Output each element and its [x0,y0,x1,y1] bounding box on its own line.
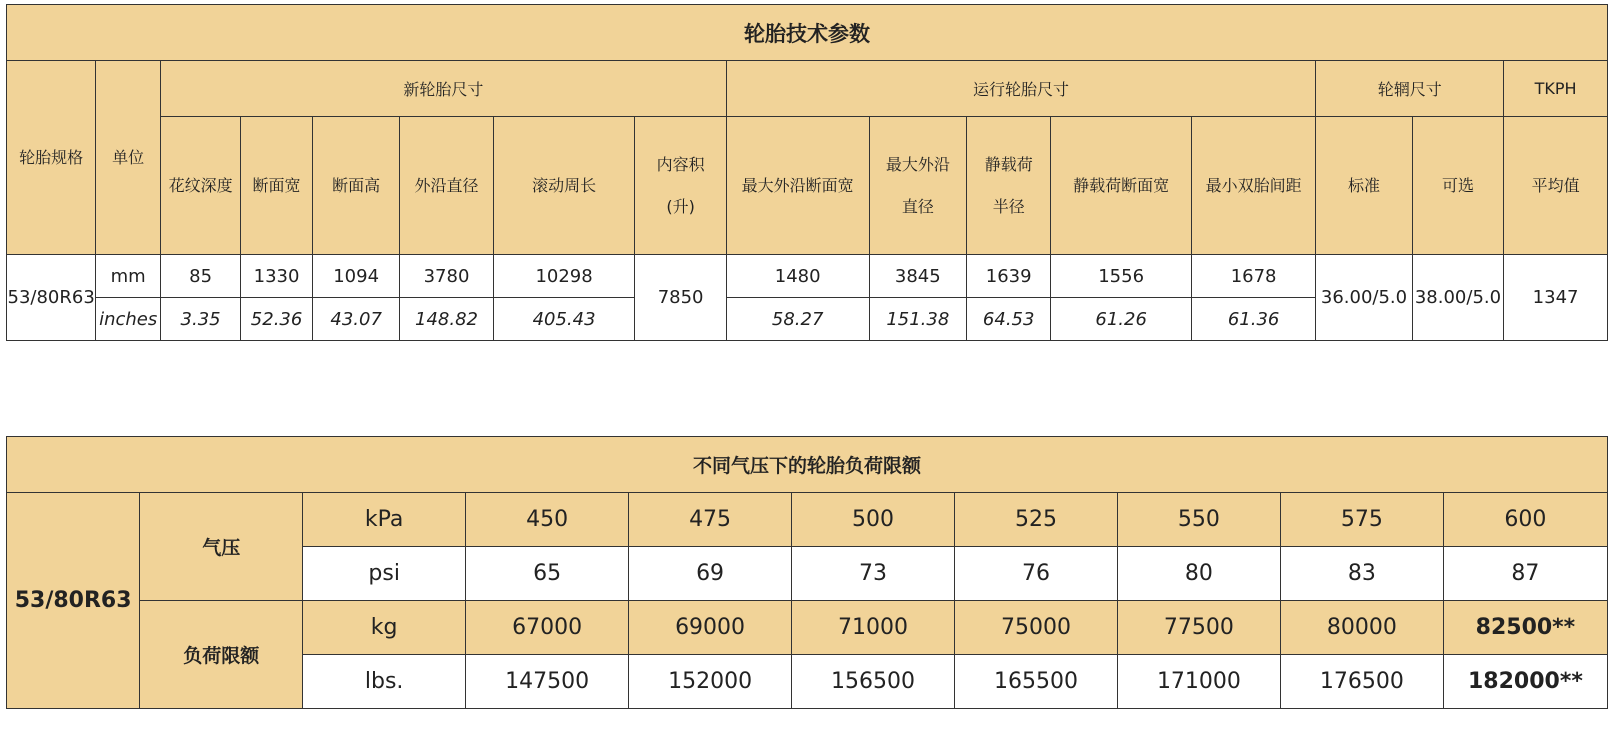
cell-min-dual-in: 61.36 [1191,298,1315,341]
header-rim-standard: 标准 [1316,117,1413,255]
header-unit: 单位 [96,61,161,255]
group-running-tire: 运行轮胎尺寸 [726,61,1315,117]
header-volume [635,117,726,255]
kg-cell: 75000 [955,601,1118,655]
cell-max-outer-in: 151.38 [869,298,967,341]
header-section-height: 断面高 [313,117,400,255]
kg-cell: 80000 [1280,601,1443,655]
header-max-outer-line2: 直径 [901,196,934,216]
header-rim-optional: 可选 [1412,117,1503,255]
cell-section-height-mm: 1094 [313,255,400,298]
kg-cell: 67000 [466,601,629,655]
load-table-title: 不同气压下的轮胎负荷限额 [7,437,1608,493]
cell-static-width-in: 61.26 [1051,298,1192,341]
psi-cell: 65 [466,547,629,601]
header-outer-diameter: 外沿直径 [400,117,493,255]
psi-cell: 83 [1280,547,1443,601]
cell-outer-diameter-in: 148.82 [400,298,493,341]
cell-volume: 7850 [635,255,726,341]
header-tkph-average: 平均值 [1504,117,1608,255]
tire-spec-table [6,4,1608,341]
header-volume-line1: 内容积 [656,154,705,174]
psi-cell: 73 [792,547,955,601]
psi-cell: 69 [629,547,792,601]
cell-section-width-mm: 1330 [241,255,313,298]
header-section-width: 断面宽 [241,117,313,255]
header-rolling-circumference: 滚动周长 [493,117,635,255]
lbs-cell: 176500 [1280,655,1443,709]
cell-static-radius-in: 64.53 [967,298,1051,341]
kg-cell: 77500 [1117,601,1280,655]
kg-cell: 69000 [629,601,792,655]
header-volume-line2: (升) [666,196,695,216]
psi-cell: 80 [1117,547,1280,601]
group-new-tire: 新轮胎尺寸 [161,61,727,117]
group-rim: 轮辋尺寸 [1316,61,1504,117]
cell-rim-optional: 38.00/5.0 [1412,255,1503,341]
group-tkph: TKPH [1504,61,1608,117]
load-limit-table [6,436,1608,709]
cell-max-outer-mm: 3845 [869,255,967,298]
kg-cell: 82500** [1443,601,1607,655]
unit-kg: kg [303,601,466,655]
header-static-radius-line2: 半径 [992,196,1025,216]
lbs-cell: 152000 [629,655,792,709]
cell-static-radius-mm: 1639 [967,255,1051,298]
lbs-cell: 156500 [792,655,955,709]
kpa-cell: 575 [1280,493,1443,547]
psi-cell: 76 [955,547,1118,601]
lbs-cell: 165500 [955,655,1118,709]
lbs-cell: 182000** [1443,655,1607,709]
header-tread-depth: 花纹深度 [161,117,241,255]
cell-unit-inches: inches [96,298,161,341]
header-max-section-width: 最大外沿断面宽 [726,117,869,255]
header-static-radius-line1: 静载荷 [984,154,1033,174]
pressure-label: 气压 [140,493,303,601]
kpa-cell: 500 [792,493,955,547]
cell-tkph: 1347 [1504,255,1608,341]
load-spec-cell: 53/80R63 [7,493,140,709]
load-limit-label: 负荷限额 [140,601,303,709]
header-min-dual-spacing: 最小双胎间距 [1191,117,1315,255]
lbs-cell: 171000 [1117,655,1280,709]
cell-spec: 53/80R63 [7,255,96,341]
header-max-outer-line1: 最大外沿 [885,154,950,174]
kg-cell: 71000 [792,601,955,655]
psi-cell: 87 [1443,547,1607,601]
cell-tread-depth-mm: 85 [161,255,241,298]
cell-rolling-circ-mm: 10298 [493,255,635,298]
unit-psi: psi [303,547,466,601]
cell-static-width-mm: 1556 [1051,255,1192,298]
kpa-cell: 475 [629,493,792,547]
unit-kpa: kPa [303,493,466,547]
cell-max-section-width-in: 58.27 [726,298,869,341]
cell-max-section-width-mm: 1480 [726,255,869,298]
header-max-outer-diameter [869,117,967,255]
header-spec: 轮胎规格 [7,61,96,255]
cell-rolling-circ-in: 405.43 [493,298,635,341]
lbs-cell: 147500 [466,655,629,709]
kpa-cell: 600 [1443,493,1607,547]
cell-section-width-in: 52.36 [241,298,313,341]
header-static-radius [967,117,1051,255]
cell-unit-mm: mm [96,255,161,298]
cell-tread-depth-in: 3.35 [161,298,241,341]
header-static-section-width: 静载荷断面宽 [1051,117,1192,255]
unit-lbs: lbs. [303,655,466,709]
kpa-cell: 525 [955,493,1118,547]
kpa-cell: 450 [466,493,629,547]
kpa-cell: 550 [1117,493,1280,547]
cell-section-height-in: 43.07 [313,298,400,341]
cell-rim-standard: 36.00/5.0 [1316,255,1413,341]
cell-min-dual-mm: 1678 [1191,255,1315,298]
spec-table-title: 轮胎技术参数 [7,5,1608,61]
cell-outer-diameter-mm: 3780 [400,255,493,298]
